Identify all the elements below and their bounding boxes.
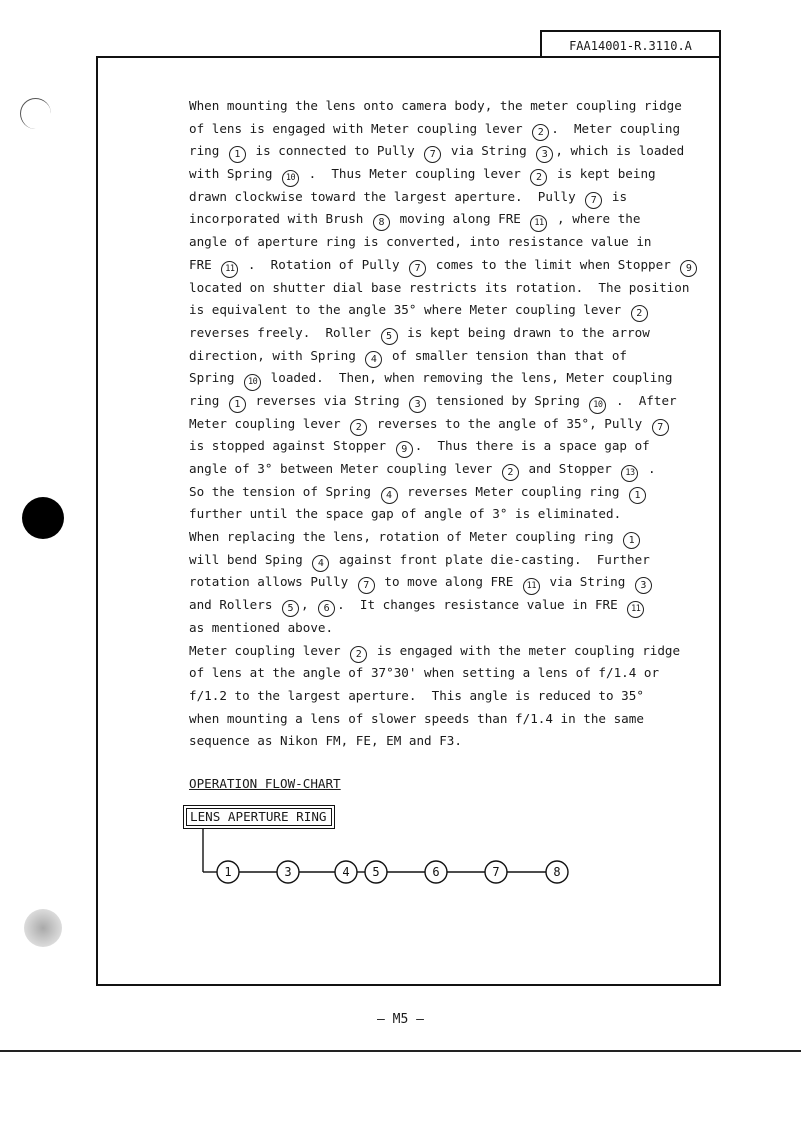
circled-number: 8 — [373, 214, 390, 231]
flowchart-node-label: 3 — [284, 865, 292, 879]
flowchart-node — [365, 861, 387, 883]
text-run: Spring — [189, 370, 243, 386]
text-run: . Thus Meter coupling lever — [301, 166, 529, 182]
circled-number: 4 — [312, 555, 329, 572]
circled-number: 1 — [229, 396, 246, 413]
circled-number: 2 — [350, 419, 367, 436]
text-run: is kept being drawn to the arrow — [399, 324, 650, 340]
text-run: and Rollers — [189, 597, 280, 613]
text-run: further until the space gap of angle of 3° is eliminated. — [189, 506, 622, 522]
text-run: ring — [189, 143, 227, 159]
text-run: drawn clockwise toward the largest aperture. Pully — [189, 188, 584, 204]
text-run: When mounting the lens onto camera body, the meter coupling ridge — [189, 98, 682, 113]
text-line — [189, 140, 709, 163]
text-run: angle of 3° between Meter coupling lever — [189, 461, 500, 476]
text-line — [189, 617, 709, 640]
text-run: moving along FRE — [391, 211, 529, 227]
text-run: is connected to Pully — [247, 143, 423, 159]
text-run: rotation allows Pully — [189, 574, 356, 590]
text-line — [189, 435, 709, 458]
flowchart-node-label: 8 — [553, 865, 561, 879]
text-run: via String — [443, 143, 535, 159]
flowchart-node-label: 5 — [372, 865, 380, 879]
text-run: to move along FRE — [376, 574, 521, 590]
text-line — [189, 662, 709, 685]
text-run: incorporated with Brush — [189, 211, 371, 227]
flowchart-node-label: 7 — [492, 865, 500, 879]
text-line — [189, 367, 709, 390]
text-run: of lens at the angle of 37°30' when setting a lens of f/1.4 or — [189, 665, 660, 681]
flowchart-diagram — [180, 826, 580, 896]
text-line — [189, 549, 709, 572]
text-line — [189, 730, 709, 753]
circled-number: 3 — [536, 146, 553, 163]
text-line — [189, 231, 709, 254]
flowchart-node — [335, 861, 357, 883]
bottom-rule — [0, 1050, 801, 1052]
text-line — [189, 481, 709, 504]
text-run: , where the — [549, 211, 641, 227]
text-line — [189, 390, 709, 413]
text-run: is stopped against Stopper — [189, 438, 394, 454]
text-run: via String — [541, 574, 633, 590]
text-run: tensioned by Spring — [428, 392, 588, 408]
page-frame-left-rule — [96, 56, 98, 986]
flowchart-title: OPERATION FLOW-CHART — [189, 776, 341, 791]
flowchart-node-label: 1 — [224, 865, 232, 879]
text-run: when mounting a lens of slower speeds than f/1.4 in the same — [189, 710, 644, 726]
text-run: of lens is engaged with Meter coupling lever — [189, 120, 531, 136]
circled-number: 9 — [680, 260, 697, 277]
document-id: FAA14001-R.3110.A — [540, 30, 721, 58]
circled-number: 7 — [424, 146, 441, 163]
text-run: Meter coupling lever — [189, 642, 349, 658]
circled-number: 7 — [585, 192, 602, 209]
circled-number: 2 — [350, 646, 367, 663]
circled-number: 10 — [244, 374, 261, 391]
flowchart-node-label: 6 — [432, 865, 440, 879]
flowchart-node — [485, 861, 507, 883]
text-run: . Meter coupling — [551, 120, 681, 136]
text-line — [189, 277, 709, 300]
text-run: , — [301, 597, 317, 613]
circled-number: 2 — [532, 124, 549, 141]
text-run: is — [604, 188, 628, 204]
circled-number: 10 — [589, 397, 606, 414]
circled-number: 11 — [221, 261, 238, 278]
punch-hole-bottom — [24, 909, 62, 947]
text-line — [189, 118, 709, 141]
circled-number: 4 — [381, 487, 398, 504]
flowchart-start-box: LENS APERTURE RING — [183, 805, 335, 829]
circled-number: 4 — [365, 351, 382, 368]
text-line — [189, 526, 709, 549]
circled-number: 7 — [358, 577, 375, 594]
text-run: , which is loaded — [555, 143, 685, 159]
text-run: . After — [608, 392, 677, 408]
text-run: reverses freely. Roller — [189, 324, 379, 340]
text-line — [189, 345, 709, 368]
text-run: is equivalent to the angle 35° where Meter coupling lever — [189, 302, 629, 318]
text-run: ring — [189, 392, 227, 408]
circled-number: 1 — [229, 146, 246, 163]
text-run: So the tension of Spring — [189, 483, 379, 499]
flowchart-node-label: 4 — [342, 865, 350, 879]
text-run: reverses Meter coupling ring — [399, 483, 628, 499]
text-run: Meter coupling lever — [189, 415, 349, 431]
text-line — [189, 299, 709, 322]
text-run: When replacing the lens, rotation of Meter coupling ring — [189, 529, 622, 545]
text-line — [189, 254, 709, 277]
body-paragraphs — [189, 95, 709, 753]
flowchart-node — [217, 861, 239, 883]
circled-number: 3 — [409, 396, 426, 413]
text-line — [189, 685, 709, 708]
circled-number: 11 — [523, 578, 540, 595]
text-run: reverses via String — [247, 392, 408, 408]
circled-number: 7 — [409, 260, 426, 277]
page-number: — M5 — — [377, 1012, 424, 1027]
circled-number: 7 — [652, 419, 669, 436]
circled-number: 2 — [502, 464, 519, 481]
circled-number: 11 — [627, 601, 644, 618]
text-run: as mentioned above. — [189, 619, 334, 635]
text-run: direction, with Spring — [189, 347, 364, 363]
circled-number: 11 — [530, 215, 547, 232]
flowchart-node — [277, 861, 299, 883]
flowchart-node — [425, 861, 447, 883]
binding-mark — [20, 98, 51, 129]
text-line — [189, 322, 709, 345]
circled-number: 5 — [282, 600, 299, 617]
text-run: of smaller tension than that of — [384, 347, 628, 363]
text-run: will bend Sping — [189, 551, 311, 567]
text-run: reverses to the angle of 35°, Pully — [369, 415, 650, 431]
text-line — [189, 458, 709, 481]
circled-number: 1 — [623, 532, 640, 549]
flowchart-node — [546, 861, 568, 883]
text-line — [189, 208, 709, 231]
text-run: FRE — [189, 256, 220, 272]
text-run: with Spring — [189, 166, 280, 182]
punch-hole-top — [22, 497, 64, 539]
text-line — [189, 186, 709, 209]
text-run: sequence as Nikon FM, FE, EM and F3. — [189, 733, 462, 749]
text-run: loaded. Then, when removing the lens, Meter coupling — [263, 370, 673, 386]
text-run: is kept being — [549, 166, 656, 182]
text-run: against front plate die-casting. Further — [331, 551, 650, 567]
text-run: f/1.2 to the largest aperture. This angle is reduced to 35° — [189, 687, 644, 703]
text-line — [189, 594, 709, 617]
text-run: angle of aperture ring is converted, into resistance value in — [189, 234, 652, 250]
text-run: and Stopper — [520, 461, 620, 476]
text-line — [189, 571, 709, 594]
circled-number: 1 — [629, 487, 646, 504]
text-line — [189, 640, 709, 663]
circled-number: 6 — [318, 600, 335, 617]
text-run: . It changes resistance value in FRE — [337, 597, 626, 613]
text-line — [189, 503, 709, 526]
circled-number: 5 — [381, 328, 398, 345]
circled-number: 2 — [631, 305, 648, 322]
text-run: . — [640, 461, 656, 476]
circled-number: 13 — [621, 465, 638, 482]
circled-number: 3 — [635, 577, 652, 594]
text-run: is engaged with the meter coupling ridge — [369, 642, 681, 658]
text-run: . Rotation of Pully — [240, 256, 408, 272]
text-run: . Thus there is a space gap of — [414, 438, 650, 454]
text-run: located on shutter dial base restricts its rotation. The position — [189, 279, 690, 295]
circled-number: 9 — [396, 441, 413, 458]
text-line — [189, 413, 709, 436]
text-line — [189, 163, 709, 186]
text-line — [189, 95, 709, 118]
text-run: comes to the limit when Stopper — [428, 256, 679, 272]
text-line — [189, 708, 709, 731]
circled-number: 10 — [282, 170, 299, 187]
circled-number: 2 — [530, 169, 547, 186]
